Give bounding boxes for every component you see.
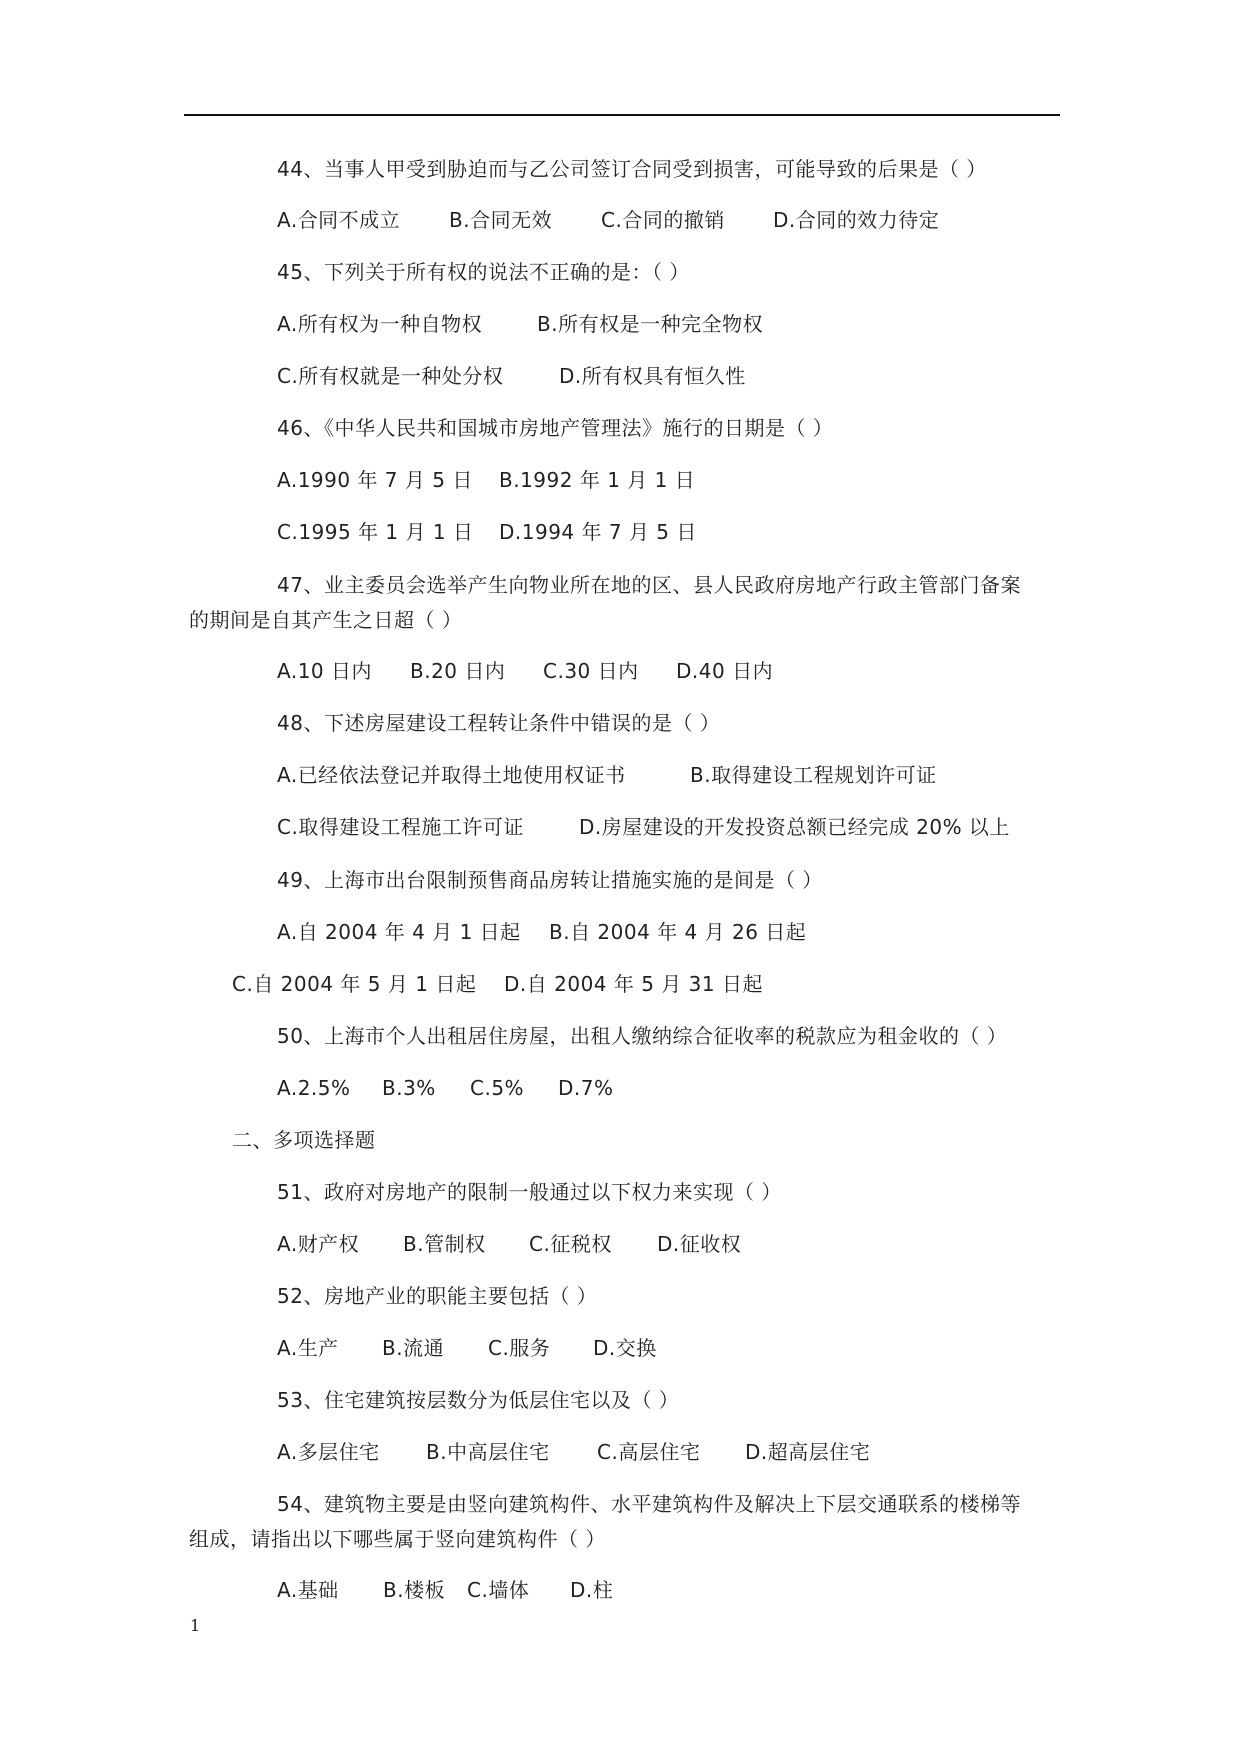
option-d: D.7% xyxy=(558,1076,614,1100)
option-a: A.合同不成立 xyxy=(277,208,401,232)
option-b: B.自 2004 年 4 月 26 日起 xyxy=(549,920,807,944)
option-a: A.已经依法登记并取得土地使用权证书 xyxy=(277,763,626,787)
option-c: C.墙体 xyxy=(467,1578,530,1602)
question-50-options xyxy=(277,1074,614,1102)
question-48-options-row1 xyxy=(277,761,937,789)
option-b: B.合同无效 xyxy=(449,208,553,232)
option-b: B.20 日内 xyxy=(410,659,506,683)
option-d: D.自 2004 年 5 月 31 日起 xyxy=(504,972,763,996)
question-51-options xyxy=(277,1230,741,1258)
option-c: C.合同的撤销 xyxy=(601,208,725,232)
header-rule xyxy=(184,114,1060,116)
question-45-options-row2 xyxy=(277,362,746,390)
option-b: B.管制权 xyxy=(403,1232,486,1256)
question-47-options xyxy=(277,657,773,685)
option-c: C.征税权 xyxy=(529,1232,612,1256)
option-c: C.1995 年 1 月 1 日 xyxy=(277,520,474,544)
question-54-options xyxy=(277,1576,613,1604)
question-45-stem: 45、下列关于所有权的说法不正确的是：（ ） xyxy=(277,260,690,284)
option-b: B.楼板 xyxy=(383,1578,446,1602)
question-49-stem: 49、上海市出台限制预售商品房转让措施实施的是间是（ ） xyxy=(277,868,823,892)
question-49-options-row1 xyxy=(277,918,806,946)
question-48-options-row2 xyxy=(277,813,1010,841)
question-44-stem: 44、当事人甲受到胁迫而与乙公司签订合同受到损害，可能导致的后果是（ ） xyxy=(277,157,987,181)
option-d: D.征收权 xyxy=(657,1232,742,1256)
question-54-stem-line1: 54、建筑物主要是由竖向建筑构件、水平建筑构件及解决上下层交通联系的楼梯等 xyxy=(277,1492,1021,1516)
question-46-options-row1 xyxy=(277,466,695,494)
option-a: A.多层住宅 xyxy=(277,1440,380,1464)
question-47-stem-line1: 47、业主委员会选举产生向物业所在地的区、县人民政府房地产行政主管部门备案 xyxy=(277,573,1021,597)
option-c: C.高层住宅 xyxy=(597,1440,701,1464)
option-a: A.基础 xyxy=(277,1578,339,1602)
option-c: C.5% xyxy=(470,1076,525,1100)
question-47-stem-line2: 的期间是自其产生之日超（ ） xyxy=(189,608,463,632)
option-d: D.柱 xyxy=(570,1578,614,1602)
question-50-stem: 50、上海市个人出租居住房屋，出租人缴纳综合征收率的税款应为租金收的（ ） xyxy=(277,1024,1008,1048)
section-heading: 二、多项选择题 xyxy=(232,1128,376,1152)
option-b: B.所有权是一种完全物权 xyxy=(537,312,764,336)
option-b: B.中高层住宅 xyxy=(426,1440,550,1464)
question-52-options xyxy=(277,1334,657,1362)
option-c: C.取得建设工程施工许可证 xyxy=(277,815,524,839)
option-d: D.合同的效力待定 xyxy=(773,208,940,232)
option-c: C.30 日内 xyxy=(543,659,639,683)
option-c: C.自 2004 年 5 月 1 日起 xyxy=(232,972,477,996)
option-c: C.服务 xyxy=(488,1336,551,1360)
option-a: A.生产 xyxy=(277,1336,339,1360)
option-a: A.财产权 xyxy=(277,1232,360,1256)
question-46-options-row2 xyxy=(277,518,697,546)
option-a: A.2.5% xyxy=(277,1076,351,1100)
question-54-stem-line2: 组成，请指出以下哪些属于竖向建筑构件（ ） xyxy=(189,1527,606,1551)
page-number: 1 xyxy=(190,1616,201,1635)
option-a: A.自 2004 年 4 月 1 日起 xyxy=(277,920,521,944)
option-a: A.1990 年 7 月 5 日 xyxy=(277,468,473,492)
question-45-options-row1 xyxy=(277,310,763,338)
option-d: D.1994 年 7 月 5 日 xyxy=(499,520,697,544)
option-b: B.取得建设工程规划许可证 xyxy=(690,763,937,787)
question-48-stem: 48、下述房屋建设工程转让条件中错误的是（ ） xyxy=(277,711,721,735)
question-51-stem: 51、政府对房地产的限制一般通过以下权力来实现（ ） xyxy=(277,1180,782,1204)
option-a: A.所有权为一种自物权 xyxy=(277,312,483,336)
option-b: B.流通 xyxy=(382,1336,445,1360)
option-d: D.所有权具有恒久性 xyxy=(559,364,746,388)
option-d: D.房屋建设的开发投资总额已经完成 20% 以上 xyxy=(579,815,1010,839)
option-b: B.1992 年 1 月 1 日 xyxy=(499,468,696,492)
option-d: D.超高层住宅 xyxy=(745,1440,871,1464)
question-46-stem: 46、《中华人民共和国城市房地产管理法》施行的日期是（ ） xyxy=(277,416,834,440)
option-a: A.10 日内 xyxy=(277,659,372,683)
question-44-options xyxy=(277,206,939,234)
question-53-stem: 53、住宅建筑按层数分为低层住宅以及（ ） xyxy=(277,1388,680,1412)
option-d: D.交换 xyxy=(593,1336,657,1360)
question-53-options xyxy=(277,1438,870,1466)
option-c: C.所有权就是一种处分权 xyxy=(277,364,504,388)
option-b: B.3% xyxy=(382,1076,436,1100)
question-52-stem: 52、房地产业的职能主要包括（ ） xyxy=(277,1284,598,1308)
question-49-options-row2 xyxy=(232,970,763,998)
option-d: D.40 日内 xyxy=(676,659,774,683)
